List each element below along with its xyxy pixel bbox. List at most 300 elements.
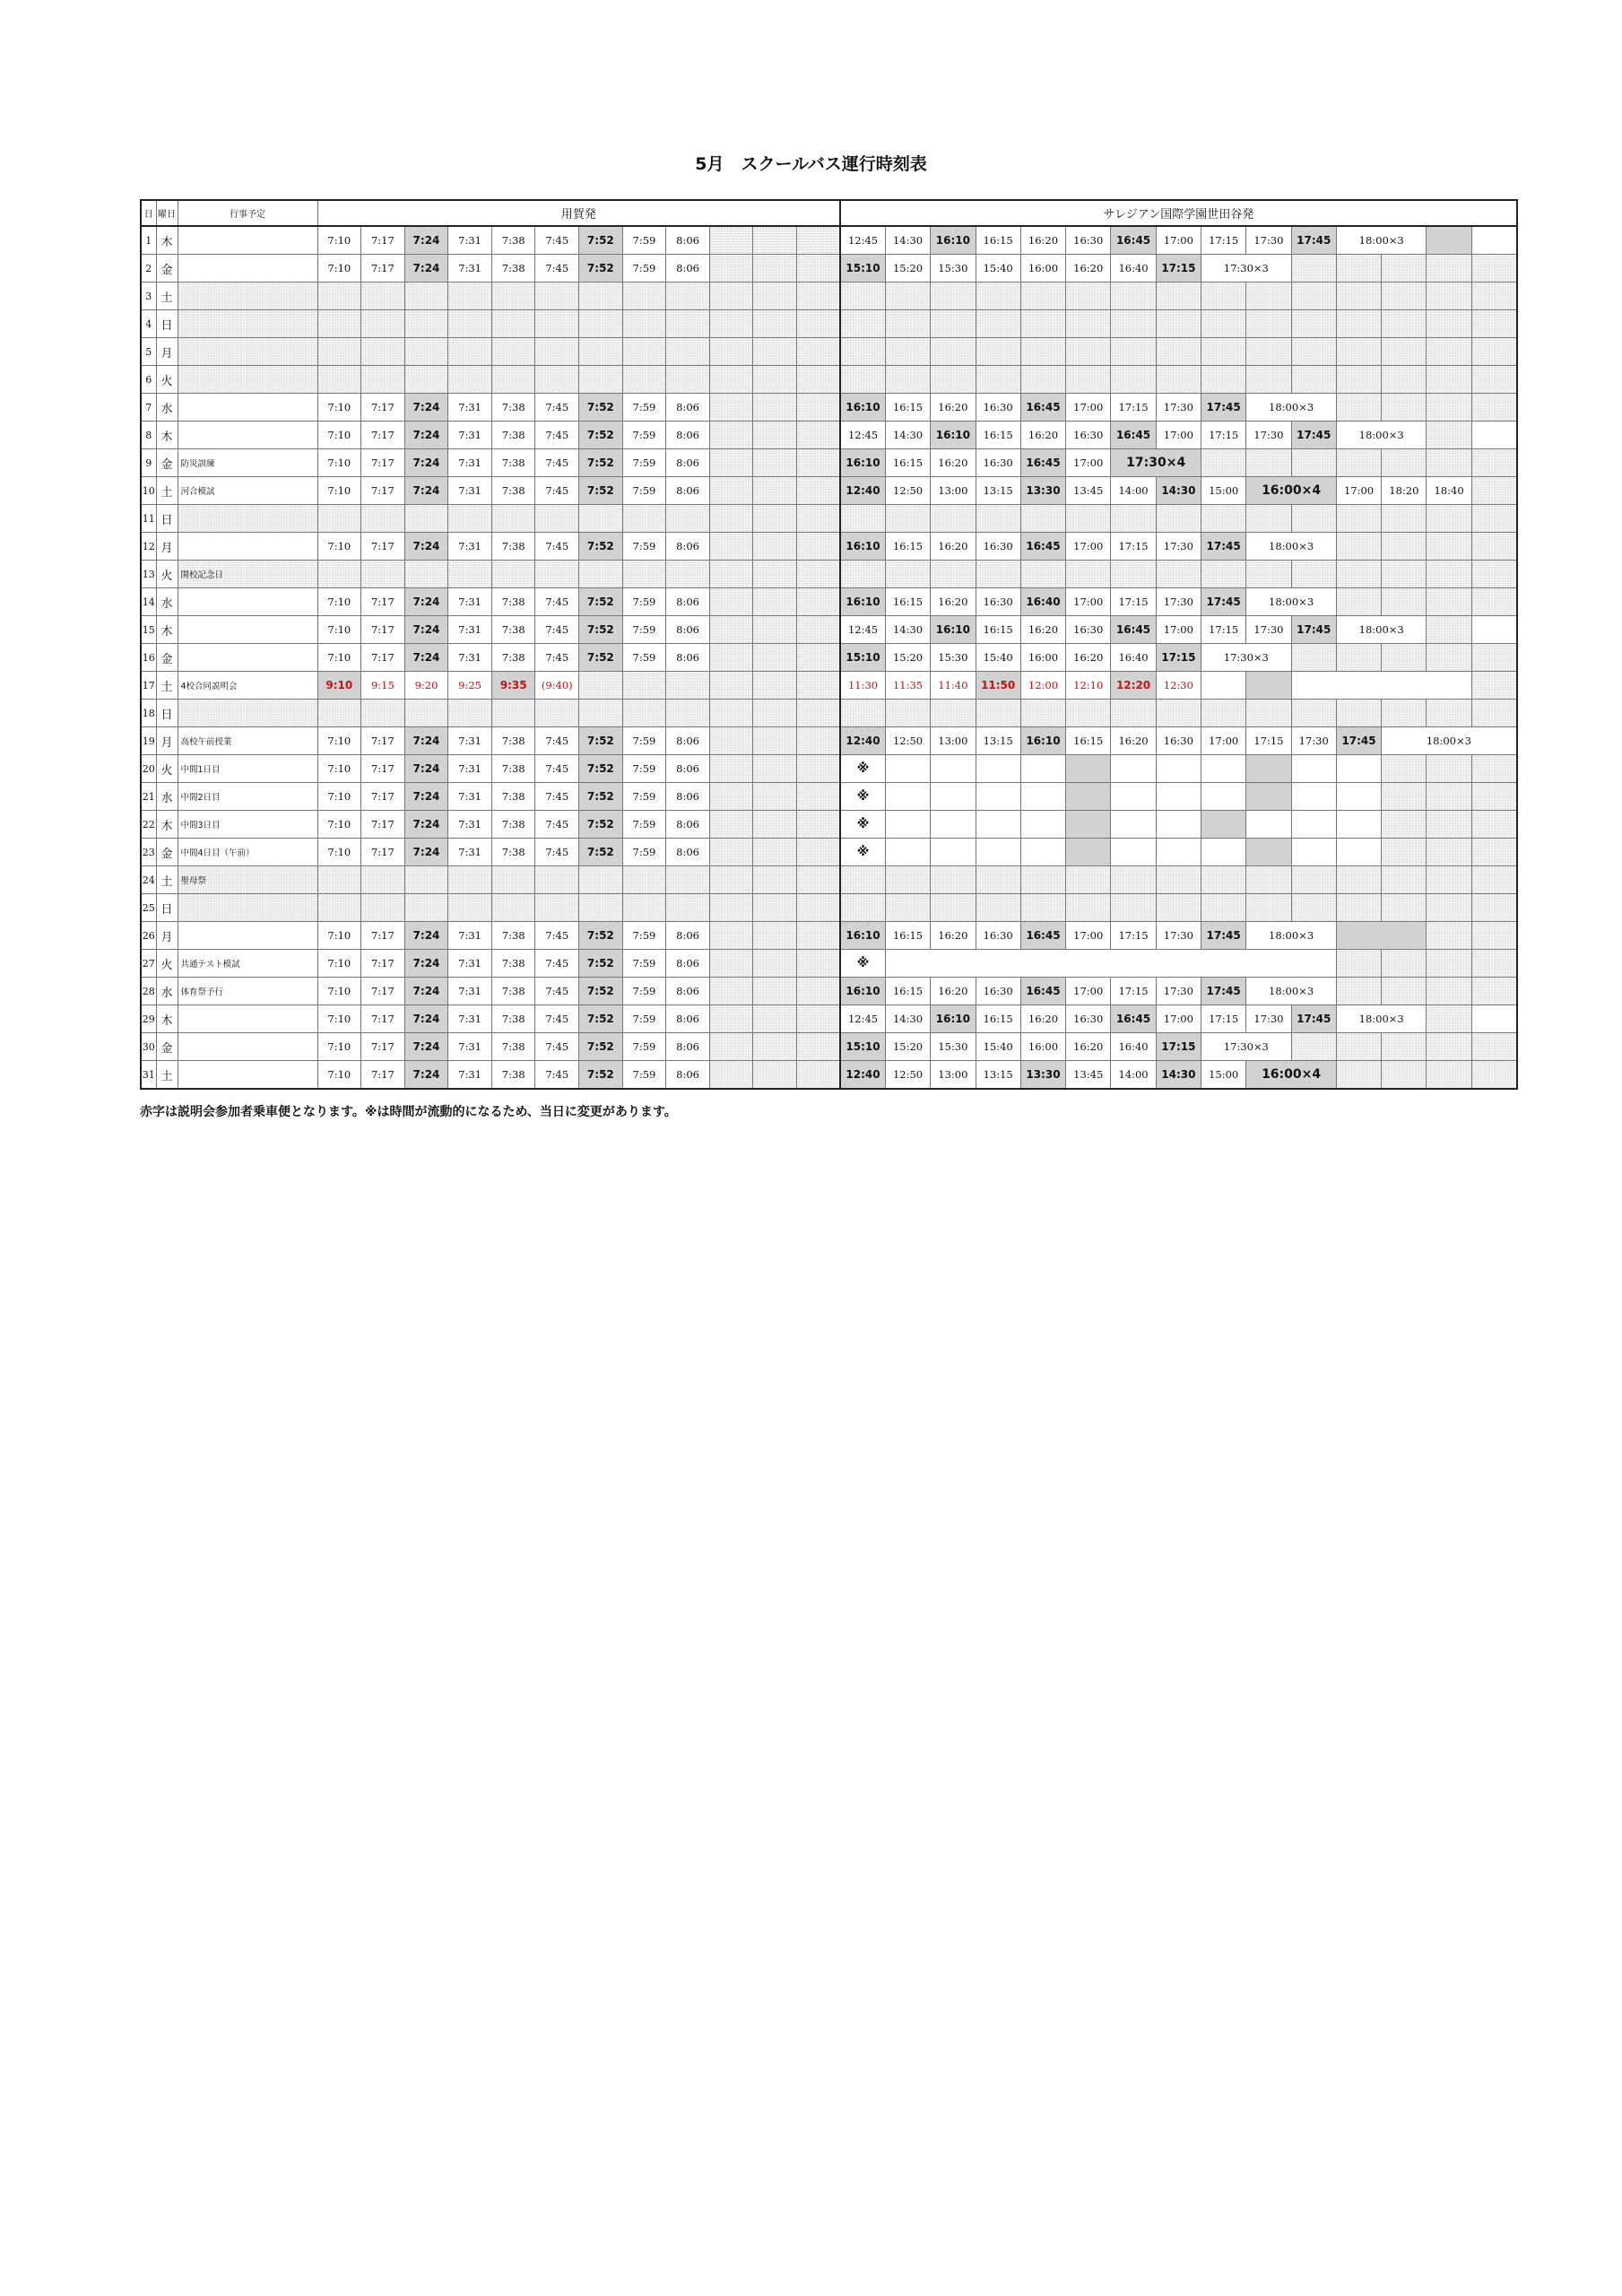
empty-cell [404, 310, 448, 338]
empty-cell [797, 283, 841, 310]
empty-cell [931, 700, 976, 727]
empty-cell [797, 394, 841, 422]
empty-cell [1156, 310, 1201, 338]
weekday: 木 [156, 811, 178, 839]
empty-cell [535, 366, 579, 394]
weekday: 木 [156, 422, 178, 449]
empty-cell [1020, 866, 1065, 894]
departure-time: 13:00 [931, 1061, 976, 1090]
departure-time: 16:20 [1066, 255, 1111, 283]
empty-cell [1291, 755, 1336, 783]
departure-time: 7:17 [361, 226, 405, 255]
day-row [141, 894, 1517, 922]
departure-time: 7:45 [535, 950, 579, 978]
day-number: 14 [141, 588, 156, 616]
departure-time: 7:10 [317, 1033, 361, 1061]
empty-cell [976, 338, 1020, 366]
departure-time: 14:30 [885, 226, 930, 255]
departure-time: 7:10 [317, 477, 361, 505]
departure-time: 16:20 [931, 978, 976, 1005]
weekday: 木 [156, 616, 178, 644]
departure-time: 16:15 [885, 588, 930, 616]
empty-cell [1020, 310, 1065, 338]
empty-cell [1471, 505, 1516, 533]
empty-cell [753, 255, 797, 283]
departure-time: 7:59 [622, 839, 666, 866]
empty-cell [1020, 561, 1065, 588]
empty-cell [1111, 283, 1156, 310]
empty-cell [1111, 700, 1156, 727]
departure-time: 7:31 [448, 477, 492, 505]
departure-time: 12:50 [885, 477, 930, 505]
departure-time: 7:59 [622, 1005, 666, 1033]
header-row [141, 200, 1517, 226]
empty-cell [709, 226, 753, 255]
empty-cell [1427, 226, 1471, 255]
departure-time: 7:17 [361, 811, 405, 839]
empty-cell [1291, 449, 1336, 477]
empty-cell [1336, 310, 1381, 338]
empty-cell [753, 1005, 797, 1033]
empty-cell [1382, 978, 1427, 1005]
departure-time: 7:31 [448, 255, 492, 283]
empty-cell [1066, 338, 1111, 366]
empty-cell [885, 366, 930, 394]
empty-cell [1291, 505, 1336, 533]
event-label [178, 283, 317, 310]
empty-cell [976, 505, 1020, 533]
empty-cell [709, 866, 753, 894]
departure-time: 7:38 [491, 783, 535, 811]
empty-cell [709, 1033, 753, 1061]
day-row [141, 561, 1517, 588]
empty-cell [1291, 866, 1336, 894]
departure-time: 15:00 [1201, 477, 1246, 505]
empty-cell [1471, 561, 1516, 588]
empty-cell [1020, 755, 1065, 783]
empty-cell [579, 366, 623, 394]
empty-cell [1066, 755, 1111, 783]
departure-time: 17:15 [1156, 1033, 1201, 1061]
empty-cell [535, 866, 579, 894]
multi-bus-time: 17:30×3 [1201, 1033, 1292, 1061]
event-label: 中間3日目 [178, 811, 317, 839]
empty-cell [1336, 533, 1381, 561]
departure-time: 7:38 [491, 533, 535, 561]
empty-cell [709, 533, 753, 561]
weekday: 火 [156, 755, 178, 783]
day-number: 20 [141, 755, 156, 783]
empty-cell [1336, 839, 1381, 866]
departure-time: 7:10 [317, 394, 361, 422]
empty-cell [1111, 505, 1156, 533]
departure-time: 7:45 [535, 477, 579, 505]
empty-cell [404, 283, 448, 310]
departure-time: 16:15 [885, 978, 930, 1005]
departure-time: 7:38 [491, 922, 535, 950]
departure-time: 7:31 [448, 727, 492, 755]
departure-time: 17:15 [1111, 978, 1156, 1005]
multi-bus-time: 18:00×3 [1246, 588, 1337, 616]
departure-time: 11:40 [931, 672, 976, 700]
departure-time: 7:52 [579, 755, 623, 783]
empty-cell [1156, 505, 1201, 533]
departure-time: 7:45 [535, 727, 579, 755]
departure-time: 16:45 [1111, 226, 1156, 255]
departure-time: 9:15 [361, 672, 405, 700]
departure-time: 7:17 [361, 255, 405, 283]
empty-cell [753, 755, 797, 783]
empty-cell [931, 366, 976, 394]
empty-cell [579, 505, 623, 533]
empty-cell [1427, 310, 1471, 338]
empty-cell [1336, 978, 1381, 1005]
departure-time: 7:24 [404, 449, 448, 477]
departure-time: 17:30 [1156, 588, 1201, 616]
empty-cell [448, 561, 492, 588]
empty-cell [709, 811, 753, 839]
empty-cell [448, 866, 492, 894]
day-row [141, 644, 1517, 672]
empty-cell [885, 894, 930, 922]
departure-time: 14:30 [885, 422, 930, 449]
empty-cell [1291, 783, 1336, 811]
departure-time: 16:10 [840, 978, 885, 1005]
departure-time: 18:20 [1382, 477, 1427, 505]
departure-time: 7:38 [491, 255, 535, 283]
departure-time: 7:52 [579, 422, 623, 449]
empty-cell [1291, 283, 1336, 310]
departure-time: 7:24 [404, 394, 448, 422]
empty-cell [1471, 533, 1516, 561]
empty-cell [361, 505, 405, 533]
empty-cell [1471, 588, 1516, 616]
empty-cell [885, 839, 930, 866]
departure-time: 16:15 [976, 226, 1020, 255]
departure-time: 7:24 [404, 755, 448, 783]
empty-cell [1246, 283, 1291, 310]
empty-cell [1246, 811, 1291, 839]
empty-cell [1471, 894, 1516, 922]
departure-time: 7:45 [535, 644, 579, 672]
empty-cell [491, 310, 535, 338]
empty-cell [1201, 366, 1246, 394]
departure-time: 17:15 [1156, 644, 1201, 672]
empty-cell [1471, 283, 1516, 310]
departure-time: 7:31 [448, 1033, 492, 1061]
empty-cell [709, 366, 753, 394]
departure-time: 16:45 [1111, 616, 1156, 644]
empty-cell [797, 477, 841, 505]
departure-time: 17:15 [1111, 588, 1156, 616]
empty-cell [1427, 644, 1471, 672]
empty-cell [622, 700, 666, 727]
empty-cell [1020, 338, 1065, 366]
multi-bus-time: 18:00×3 [1336, 616, 1427, 644]
empty-cell [797, 727, 841, 755]
day-row [141, 422, 1517, 449]
day-row [141, 1005, 1517, 1033]
empty-cell [1156, 783, 1201, 811]
empty-cell [491, 561, 535, 588]
departure-time: 17:00 [1066, 922, 1111, 950]
empty-cell [797, 449, 841, 477]
empty-cell [931, 283, 976, 310]
day-number: 10 [141, 477, 156, 505]
departure-time: 7:17 [361, 422, 405, 449]
event-label [178, 505, 317, 533]
empty-cell [976, 783, 1020, 811]
empty-cell [753, 950, 797, 978]
empty-cell [666, 700, 710, 727]
empty-cell [535, 283, 579, 310]
empty-cell [1201, 811, 1246, 839]
empty-cell [1427, 783, 1471, 811]
departure-time: 8:06 [666, 978, 710, 1005]
empty-cell [1111, 561, 1156, 588]
weekday: 土 [156, 477, 178, 505]
departure-time: 15:10 [840, 255, 885, 283]
departure-time: 16:20 [1020, 1005, 1065, 1033]
departure-time: 7:24 [404, 811, 448, 839]
empty-cell [1066, 839, 1111, 866]
day-row [141, 783, 1517, 811]
empty-cell [797, 366, 841, 394]
empty-cell [361, 561, 405, 588]
empty-cell [753, 894, 797, 922]
day-row [141, 533, 1517, 561]
departure-time: 16:40 [1020, 588, 1065, 616]
empty-cell [1471, 477, 1516, 505]
day-row [141, 394, 1517, 422]
departure-time: 12:45 [840, 616, 885, 644]
empty-cell [1471, 755, 1516, 783]
empty-cell [1336, 811, 1381, 839]
empty-cell [1471, 783, 1516, 811]
page-title: 5月 スクールバス運行時刻表 [695, 154, 927, 174]
departure-time: 7:24 [404, 255, 448, 283]
event-label [178, 310, 317, 338]
empty-cell [448, 700, 492, 727]
event-label [178, 922, 317, 950]
empty-cell [931, 783, 976, 811]
departure-time: 17:00 [1156, 1005, 1201, 1033]
departure-time: 18:40 [1427, 477, 1471, 505]
day-number: 21 [141, 783, 156, 811]
departure-time: 17:00 [1156, 616, 1201, 644]
empty-cell [535, 505, 579, 533]
departure-time: 7:24 [404, 950, 448, 978]
departure-time: 11:50 [976, 672, 1020, 700]
empty-cell [1336, 922, 1427, 950]
empty-cell [709, 477, 753, 505]
empty-cell [535, 700, 579, 727]
empty-cell [931, 894, 976, 922]
departure-time: 17:00 [1066, 394, 1111, 422]
departure-time: 16:20 [931, 588, 976, 616]
empty-cell [1336, 755, 1381, 783]
departure-time: 15:20 [885, 1033, 930, 1061]
departure-time: 7:52 [579, 839, 623, 866]
departure-time: 16:30 [976, 588, 1020, 616]
weekday: 金 [156, 255, 178, 283]
multi-bus-time: 18:00×3 [1246, 533, 1337, 561]
empty-cell [797, 310, 841, 338]
empty-cell [709, 978, 753, 1005]
empty-cell [797, 1061, 841, 1090]
departure-time: 8:06 [666, 1061, 710, 1090]
empty-cell [753, 449, 797, 477]
departure-time: 17:15 [1111, 533, 1156, 561]
empty-cell [1291, 561, 1336, 588]
departure-time: 16:15 [885, 394, 930, 422]
empty-cell [404, 700, 448, 727]
weekday: 水 [156, 783, 178, 811]
departure-time: 7:38 [491, 1033, 535, 1061]
departure-time: 12:30 [1156, 672, 1201, 700]
departure-time: 7:31 [448, 394, 492, 422]
empty-cell [753, 338, 797, 366]
empty-cell [1471, 366, 1516, 394]
event-label [178, 255, 317, 283]
departure-time: 16:20 [931, 394, 976, 422]
empty-cell [1382, 366, 1427, 394]
empty-cell [797, 616, 841, 644]
departure-time: 8:06 [666, 839, 710, 866]
empty-cell [1111, 366, 1156, 394]
departure-time: 17:30 [1246, 616, 1291, 644]
empty-cell [797, 1005, 841, 1033]
empty-cell [976, 866, 1020, 894]
departure-time: 16:00 [1020, 1033, 1065, 1061]
departure-time: 7:24 [404, 978, 448, 1005]
departure-time: 7:10 [317, 616, 361, 644]
departure-time: 7:24 [404, 783, 448, 811]
departure-time: 16:20 [1020, 616, 1065, 644]
departure-time: 7:52 [579, 950, 623, 978]
departure-time: 7:52 [579, 644, 623, 672]
departure-time: 16:30 [976, 922, 1020, 950]
empty-cell [1201, 866, 1246, 894]
event-label [178, 1005, 317, 1033]
departure-time: 7:31 [448, 449, 492, 477]
departure-time: 8:06 [666, 922, 710, 950]
departure-time: 16:15 [885, 922, 930, 950]
departure-time: 7:10 [317, 727, 361, 755]
departure-time: 8:06 [666, 783, 710, 811]
departure-time: 7:38 [491, 978, 535, 1005]
departure-time: 7:45 [535, 616, 579, 644]
empty-cell [797, 811, 841, 839]
empty-cell [797, 338, 841, 366]
departure-time: 16:30 [1066, 1005, 1111, 1033]
empty-cell [840, 338, 885, 366]
departure-time: 16:20 [1066, 644, 1111, 672]
empty-cell [1336, 338, 1381, 366]
departure-time: 7:59 [622, 755, 666, 783]
empty-cell [1201, 700, 1246, 727]
empty-cell [1427, 449, 1471, 477]
departure-time: 7:38 [491, 644, 535, 672]
departure-time: 7:17 [361, 1005, 405, 1033]
departure-time: 11:35 [885, 672, 930, 700]
departure-time: 17:00 [1336, 477, 1381, 505]
day-row [141, 672, 1517, 700]
departure-time: 12:40 [840, 727, 885, 755]
departure-time: 16:30 [1066, 616, 1111, 644]
empty-cell [885, 338, 930, 366]
departure-time: 13:15 [976, 477, 1020, 505]
empty-cell [976, 561, 1020, 588]
departure-time: 7:59 [622, 978, 666, 1005]
multi-bus-time: 18:00×3 [1336, 1005, 1427, 1033]
departure-time: 8:06 [666, 588, 710, 616]
day-row [141, 1061, 1517, 1090]
empty-cell [1471, 922, 1516, 950]
empty-cell [885, 950, 1336, 978]
empty-cell [317, 310, 361, 338]
empty-cell [404, 894, 448, 922]
departure-time: 7:38 [491, 727, 535, 755]
departure-time: 9:10 [317, 672, 361, 700]
departure-time: 17:45 [1291, 1005, 1336, 1033]
empty-cell [931, 839, 976, 866]
empty-cell [753, 561, 797, 588]
empty-cell [1111, 783, 1156, 811]
departure-time: 7:59 [622, 226, 666, 255]
empty-cell [709, 1061, 753, 1090]
header-weekday: 曜日 [156, 200, 178, 226]
weekday: 火 [156, 950, 178, 978]
departure-time: 7:17 [361, 1033, 405, 1061]
day-row [141, 922, 1517, 950]
empty-cell [1156, 894, 1201, 922]
departure-time: 14:30 [885, 1005, 930, 1033]
empty-cell [840, 866, 885, 894]
departure-time: 7:17 [361, 449, 405, 477]
header-day: 日 [141, 200, 156, 226]
empty-cell [1382, 561, 1427, 588]
empty-cell [1336, 283, 1381, 310]
departure-time: 12:45 [840, 226, 885, 255]
weekday: 金 [156, 644, 178, 672]
departure-time: 7:45 [535, 811, 579, 839]
departure-time: 7:52 [579, 1005, 623, 1033]
departure-time: 13:15 [976, 727, 1020, 755]
empty-cell [1066, 310, 1111, 338]
empty-cell [1471, 310, 1516, 338]
day-number: 13 [141, 561, 156, 588]
variable-time-mark: ※ [840, 755, 885, 783]
empty-cell [797, 561, 841, 588]
event-label: 聖母祭 [178, 866, 317, 894]
departure-time: 13:00 [931, 727, 976, 755]
empty-cell [753, 866, 797, 894]
empty-cell [797, 533, 841, 561]
event-label: 体育祭予行 [178, 978, 317, 1005]
empty-cell [1020, 894, 1065, 922]
departure-time: 15:10 [840, 1033, 885, 1061]
departure-time: 7:38 [491, 1005, 535, 1033]
empty-cell [1020, 283, 1065, 310]
empty-cell [1471, 394, 1516, 422]
departure-time: 16:30 [1066, 422, 1111, 449]
day-row [141, 839, 1517, 866]
bus-timetable [140, 199, 1518, 1090]
departure-time: 8:06 [666, 950, 710, 978]
empty-cell [1336, 644, 1381, 672]
departure-time: 8:06 [666, 644, 710, 672]
